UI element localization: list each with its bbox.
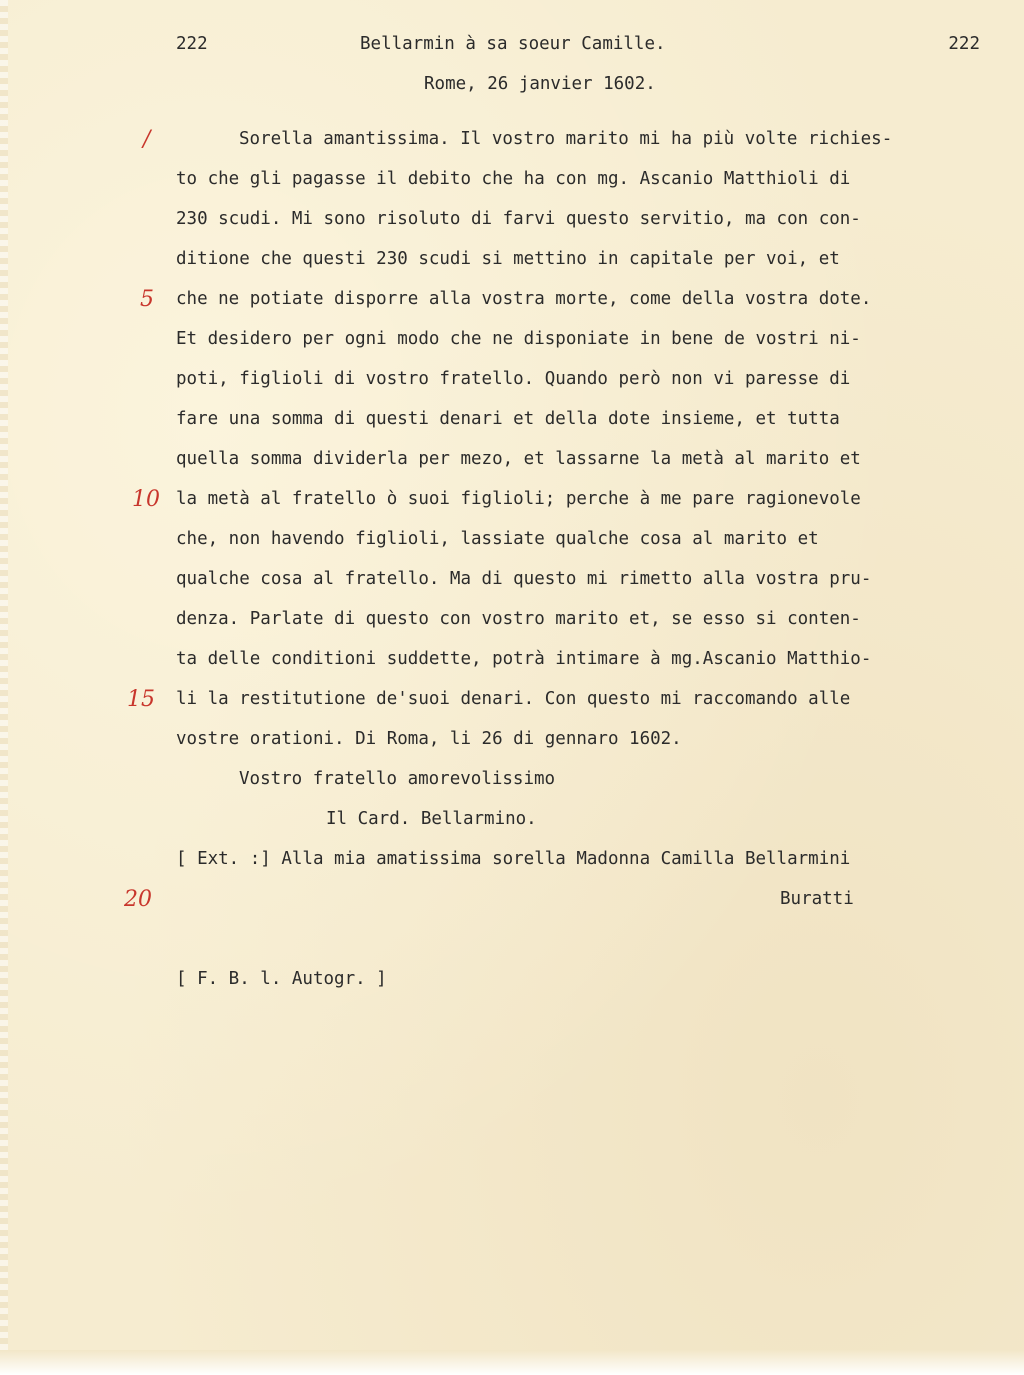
address-surname: Buratti — [780, 889, 854, 909]
body-line: la metà al fratello ò suoi figlioli; perche à me pare ragionevole — [176, 489, 861, 509]
body-line: li la restitutione de'suoi denari. Con questo mi raccomando alle — [176, 689, 851, 709]
signature-line: Il Card. Bellarmino. — [326, 809, 537, 829]
body-line: qualche cosa al fratello. Ma di questo mi rimetto alla vostra pru- — [176, 569, 872, 589]
body-line: fare una somma di questi denari et della dote insieme, et tutta — [176, 409, 840, 429]
body-line: poti, figlioli di vostro fratello. Quando però non vi paresse di — [176, 369, 851, 389]
body-line: ditione che questi 230 scudi si mettino in capitale per voi, et — [176, 249, 840, 269]
dateline: Rome, 26 janvier 1602. — [424, 74, 656, 94]
body-line: Et desidero per ogni modo che ne disponiate in bene de vostri ni- — [176, 329, 861, 349]
source-note: [ F. B. l. Autogr. ] — [176, 969, 387, 989]
margin-line-number: 5 — [140, 287, 154, 312]
body-line: 230 scudi. Mi sono risoluto di farvi questo servitio, ma con con- — [176, 209, 861, 229]
margin-line-number: 20 — [124, 887, 152, 912]
body-line: denza. Parlate di questo con vostro marito et, se esso si conten- — [176, 609, 861, 629]
address-line: [ Ext. :] Alla mia amatissima sorella Madonna Camilla Bellarmini — [176, 849, 851, 869]
body-line: to che gli pagasse il debito che ha con mg. Ascanio Matthioli di — [176, 169, 851, 189]
body-line: quella somma dividerla per mezo, et lassarne la metà al marito et — [176, 449, 861, 469]
page-number-right: 222 — [948, 34, 980, 54]
page-bottom-edge — [0, 1350, 1024, 1375]
body-line: vostre orationi. Di Roma, li 26 di gennaro 1602. — [176, 729, 682, 749]
header-title: Bellarmin à sa soeur Camille. — [360, 34, 666, 54]
torn-left-edge — [0, 0, 8, 1375]
closing-line: Vostro fratello amorevolissimo — [239, 769, 556, 789]
body-line: che, non havendo figlioli, lassiate qualche cosa al marito et — [176, 529, 819, 549]
body-line: Sorella amantissima. Il vostro marito mi ha più volte richies- — [239, 129, 893, 149]
page-header — [176, 34, 980, 58]
body-line: ta delle conditioni suddette, potrà intimare à mg.Ascanio Matthio- — [176, 649, 872, 669]
margin-line-number: 10 — [132, 487, 160, 512]
body-line: che ne potiate disporre alla vostra morte, come della vostra dote. — [176, 289, 872, 309]
margin-line-number: / — [143, 127, 151, 152]
page-number-left: 222 — [176, 34, 208, 54]
margin-line-number: 15 — [127, 687, 155, 712]
